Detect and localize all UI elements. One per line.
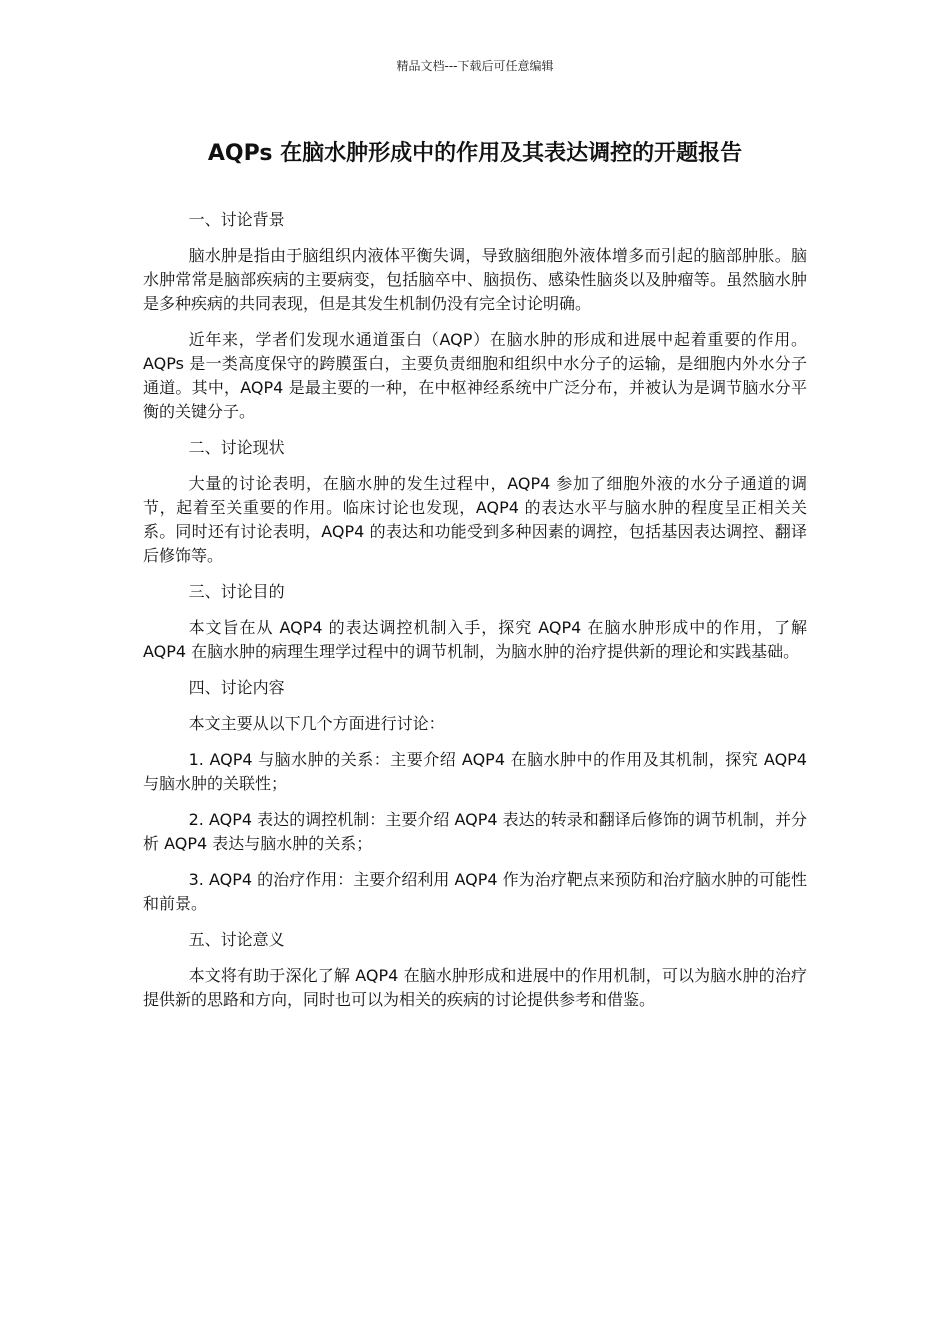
header-note: 精品文档---下载后可任意编辑 xyxy=(396,59,554,73)
body-paragraph: 本文将有助于深化了解 AQP4 在脑水肿形成和进展中的作用机制，可以为脑水肿的治疗提供新的思路和方向，同时也可以为相关的疾病的讨论提供参考和借鉴。 xyxy=(143,966,807,1009)
list-item: 2. AQP4 表达的调控机制：主要介绍 AQP4 表达的转录和翻译后修饰的调节机制，并分析 AQP4 表达与脑水肿的关系； xyxy=(143,810,807,853)
section-heading-purpose: 三、讨论目的 xyxy=(188,582,285,601)
body-paragraph: 本文主要从以下几个方面进行讨论： xyxy=(188,714,445,733)
list-item: 3. AQP4 的治疗作用：主要介绍利用 AQP4 作为治疗靶点来预防和治疗脑水肿的可能性和前景。 xyxy=(143,870,807,913)
document-title: AQPs 在脑水肿形成中的作用及其表达调控的开题报告 xyxy=(207,141,743,166)
section-heading-significance: 五、讨论意义 xyxy=(188,930,285,949)
body-paragraph: 本文旨在从 AQP4 的表达调控机制入手，探究 AQP4 在脑水肿形成中的作用，了解 AQP4 在脑水肿的病理生理学过程中的调节机制，为脑水肿的治疗提供新的理论和实践基础。 xyxy=(143,618,807,661)
body-paragraph: 脑水肿是指由于脑组织内液体平衡失调，导致脑细胞外液体增多而引起的脑部肿胀。脑水肿常常是脑部疾病的主要病变，包括脑卒中、脑损伤、感染性脑炎以及肿瘤等。虽然脑水肿是多种疾病的共同表现，但是其发生机制仍没有完全讨论明确。 xyxy=(143,246,807,313)
body-paragraph: 大量的讨论表明，在脑水肿的发生过程中，AQP4 参加了细胞外液的水分子通道的调节，起着至关重要的作用。临床讨论也发现，AQP4 的表达水平与脑水肿的程度呈正相关关系。同时还有讨论表明，AQP4 的表达和功能受到多种因素的调控，包括基因表达调控、翻译后修饰等。 xyxy=(143,474,807,565)
body-paragraph: 近年来，学者们发现水通道蛋白（AQP）在脑水肿的形成和进展中起着重要的作用。 AQPs 是一类高度保守的跨膜蛋白，主要负责细胞和组织中水分子的运输，是细胞内外水分子通道。其中，AQP4 是最主要的一种，在中枢神经系统中广泛分布，并被认为是调节脑水分平衡的关键分子。 xyxy=(143,330,807,421)
document-body xyxy=(143,208,807,1024)
section-heading-status: 二、讨论现状 xyxy=(188,438,285,457)
list-item: 1. AQP4 与脑水肿的关系：主要介绍 AQP4 在脑水肿中的作用及其机制，探究 AQP4 与脑水肿的关联性； xyxy=(143,750,807,793)
section-heading-background: 一、讨论背景 xyxy=(188,210,285,229)
section-heading-content: 四、讨论内容 xyxy=(188,678,285,697)
